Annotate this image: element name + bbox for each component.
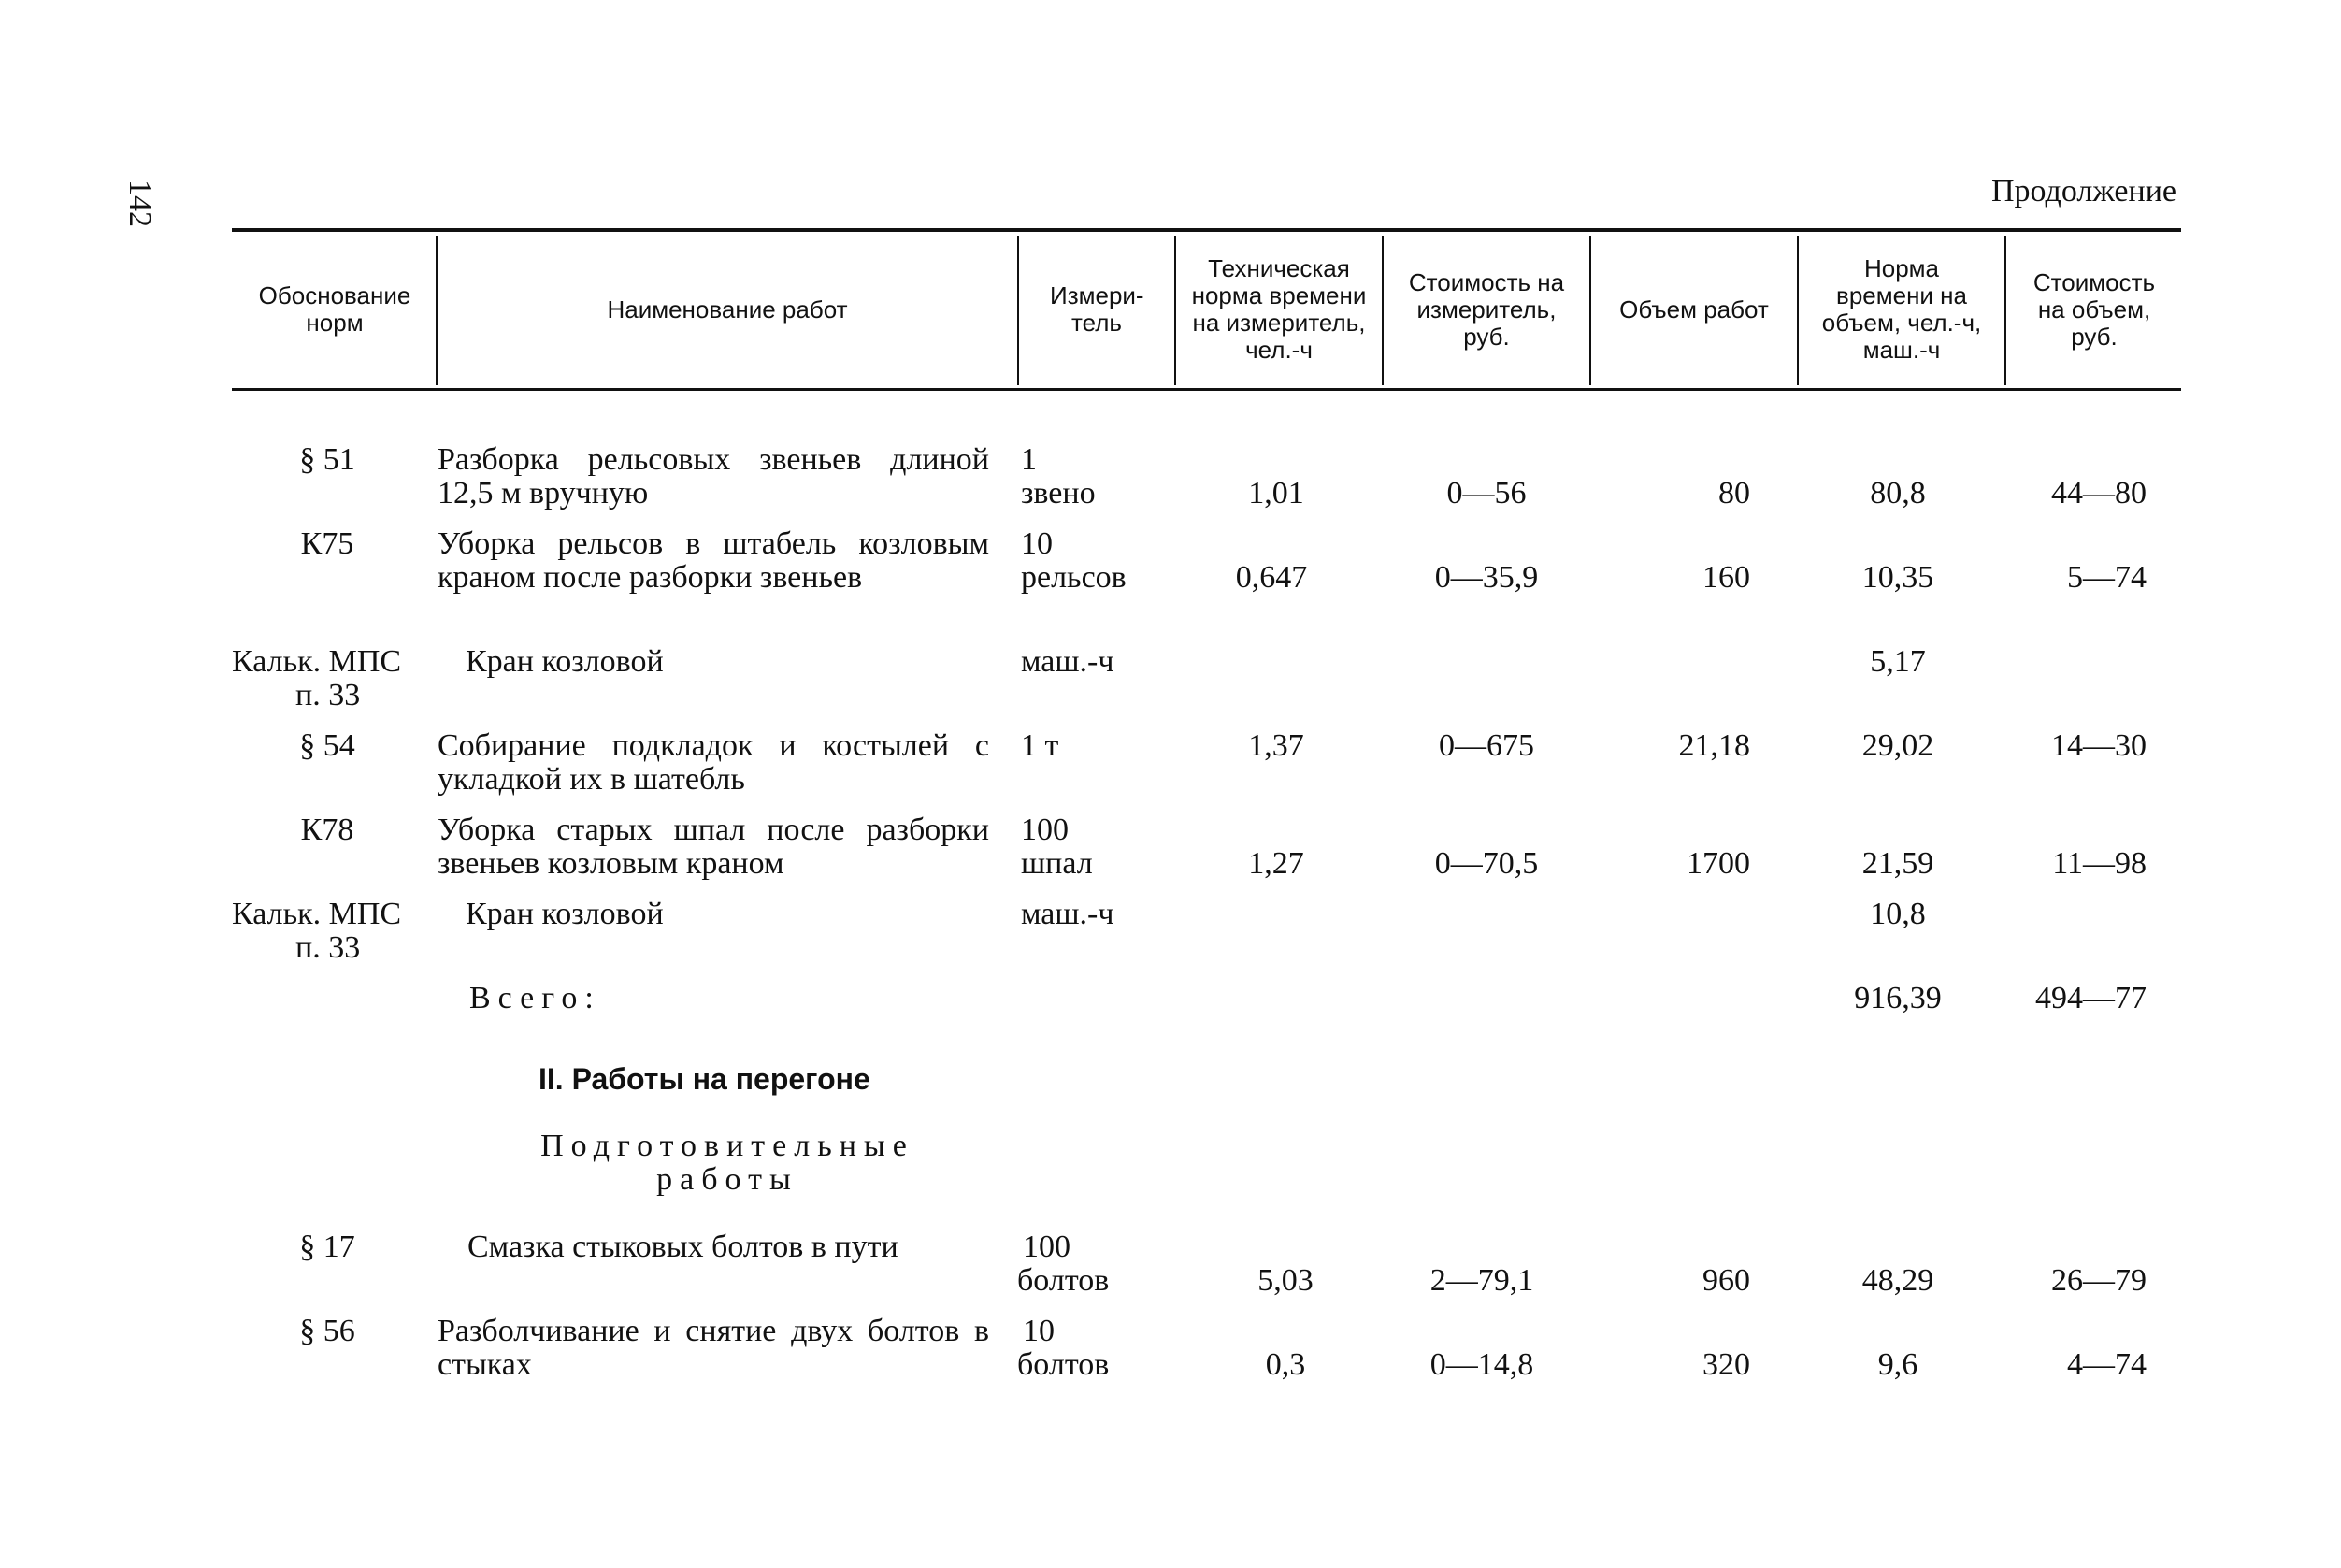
cost-volume-total: 494—77 <box>2035 981 2147 1015</box>
table-header-bottom-rule <box>232 388 2181 391</box>
cost-unit-cell: 2—79,1 <box>1429 1263 1534 1298</box>
norm-volume-cell: 9,6 <box>1877 1347 1918 1382</box>
basis-cell: § 56 <box>299 1314 355 1348</box>
cost-unit-cell: 0—675 <box>1439 728 1534 763</box>
norm-volume-total: 916,39 <box>1854 981 1942 1015</box>
header-cost-unit: Стоимость на измеритель, руб. <box>1408 267 1565 351</box>
name-cell: Уборка старых шпал после разборки звеньев козловым краном <box>438 813 989 881</box>
norm-volume-cell: 10,8 <box>1870 897 1926 931</box>
norm-volume-cell: 10,35 <box>1861 560 1934 595</box>
unit-cell: рельсов <box>1021 560 1127 595</box>
unit-cell: болтов <box>1017 1263 1110 1298</box>
volume-cell: 160 <box>1702 560 1750 595</box>
norm-volume-cell: 80,8 <box>1870 476 1926 511</box>
tech-norm-cell: 1,27 <box>1248 846 1304 881</box>
norm-volume-cell: 29,02 <box>1861 728 1934 763</box>
tech-norm-cell: 1,01 <box>1248 476 1304 511</box>
basis-cell: § 51 <box>299 442 355 477</box>
name-cell: Разборка рельсовых звеньев длиной 12,5 м вручную <box>438 442 989 511</box>
tech-norm-cell: 5,03 <box>1257 1263 1314 1298</box>
cost-unit-cell: 0—14,8 <box>1429 1347 1534 1382</box>
cost-unit-cell: 0—35,9 <box>1434 560 1539 595</box>
cost-volume-cell: 44—80 <box>2051 476 2147 511</box>
cost-volume-cell: 14—30 <box>2051 728 2147 763</box>
basis-cell: п. 33 <box>295 678 361 712</box>
unit-cell: 1 <box>1021 442 1037 477</box>
basis-cell: п. 33 <box>295 930 361 965</box>
cost-volume-cell: 4—74 <box>2067 1347 2147 1382</box>
name-cell: Кран козловой <box>466 644 664 679</box>
unit-cell: маш.-ч <box>1021 644 1114 679</box>
header-name: Наименование работ <box>607 295 848 324</box>
basis-cell: К75 <box>300 526 354 561</box>
unit-cell: звено <box>1021 476 1096 511</box>
volume-cell: 1700 <box>1687 846 1750 881</box>
section-title: II. Работы на перегоне <box>539 1062 870 1096</box>
subsection-title: Подготовительные <box>540 1129 914 1163</box>
unit-cell: 10 <box>1023 1314 1055 1348</box>
basis-cell: § 17 <box>299 1230 355 1264</box>
cost-volume-cell: 5—74 <box>2067 560 2147 595</box>
cost-unit-cell: 0—70,5 <box>1434 846 1539 881</box>
table-top-rule <box>232 228 2181 232</box>
header-unit: Измери-тель <box>1050 281 1144 337</box>
name-cell: Разболчивание и снятие двух болтов в стыках <box>438 1314 989 1382</box>
norm-volume-cell: 48,29 <box>1861 1263 1934 1298</box>
total-label: Всего: <box>469 981 601 1015</box>
unit-cell: маш.-ч <box>1021 897 1114 931</box>
unit-cell: болтов <box>1017 1347 1110 1382</box>
volume-cell: 80 <box>1718 476 1750 511</box>
volume-cell: 21,18 <box>1678 728 1750 763</box>
cost-volume-cell: 26—79 <box>2051 1263 2147 1298</box>
volume-cell: 960 <box>1702 1263 1750 1298</box>
basis-cell: Кальк. МПС <box>232 897 402 931</box>
page-number: 142 <box>122 180 157 227</box>
cost-unit-cell: 0—56 <box>1446 476 1527 511</box>
norm-volume-cell: 5,17 <box>1870 644 1926 679</box>
norm-volume-cell: 21,59 <box>1861 846 1934 881</box>
header-tech-norm: Техническая норма времени на измеритель, чел.-ч <box>1191 254 1367 364</box>
tech-norm-cell: 0,3 <box>1265 1347 1306 1382</box>
name-cell: Уборка рельсов в штабель козловым краном после разборки звеньев <box>438 526 989 595</box>
unit-cell: 10 <box>1021 526 1053 561</box>
unit-cell: 1 т <box>1021 728 1059 763</box>
tech-norm-cell: 0,647 <box>1235 560 1308 595</box>
header-norm-volume: Норма времени на объем, чел.-ч, маш.-ч <box>1821 254 1982 364</box>
basis-cell: § 54 <box>299 728 355 763</box>
tech-norm-cell: 1,37 <box>1248 728 1304 763</box>
header-volume: Объем работ <box>1619 295 1769 324</box>
unit-cell: 100 <box>1021 813 1069 847</box>
subsection-title: работы <box>656 1162 798 1197</box>
basis-cell: К78 <box>300 813 354 847</box>
name-cell: Кран козловой <box>466 897 664 931</box>
unit-cell: шпал <box>1021 846 1093 881</box>
header-basis: Обоснование норм <box>258 281 411 337</box>
cost-volume-cell: 11—98 <box>2052 846 2147 881</box>
basis-cell: Кальк. МПС <box>232 644 402 679</box>
name-cell: Смазка стыковых болтов в пути <box>467 1230 898 1264</box>
name-cell: Собирание подкладок и костылей с укладкой их в шатебль <box>438 728 989 797</box>
unit-cell: 100 <box>1023 1230 1070 1264</box>
header-cost-volume: Стоимость на объем, руб. <box>2032 267 2156 351</box>
continued-label: Продолжение <box>1990 174 2176 209</box>
volume-cell: 320 <box>1702 1347 1750 1382</box>
